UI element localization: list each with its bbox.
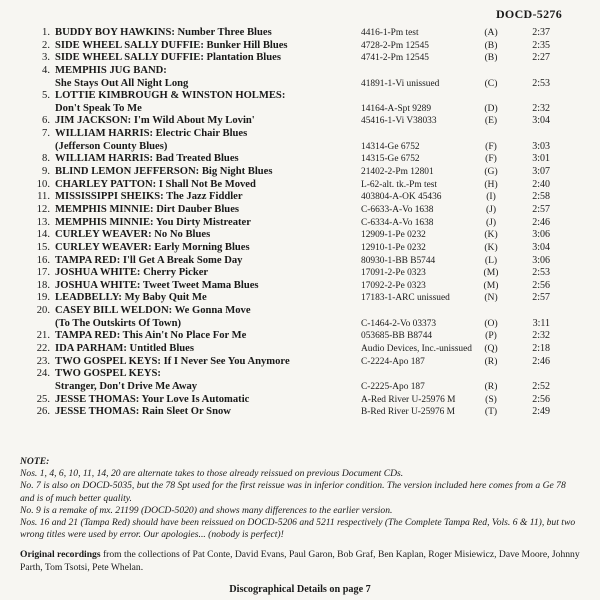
track-duration: 2:32 <box>532 330 550 342</box>
track-duration: 2:37 <box>532 27 550 38</box>
track-session-letter: (K) <box>484 229 498 241</box>
track-row <box>20 343 580 356</box>
track-number: 18. <box>36 279 50 291</box>
track-row <box>20 115 580 128</box>
track-number: 3. <box>42 52 50 64</box>
track-title: MEMPHIS MINNIE: You Dirty Mistreater <box>55 216 251 228</box>
track-duration: 2:46 <box>532 216 550 228</box>
track-number: 15. <box>36 241 50 253</box>
track-duration: 2:35 <box>532 39 550 51</box>
track-duration: 2:49 <box>532 406 550 418</box>
track-row <box>20 52 580 65</box>
track-title: CURLEY WEAVER: Early Morning Blues <box>55 241 250 253</box>
track-matrix: 21402-2-Pm 12801 <box>361 167 434 178</box>
track-duration: 3:04 <box>532 115 550 127</box>
track-matrix: 41891-1-Vi unissued <box>361 78 440 89</box>
track-title: Stranger, Don't Drive Me Away <box>55 380 198 392</box>
track-number: 14. <box>36 229 50 241</box>
track-number: 10. <box>36 178 50 190</box>
track-session-letter: (L) <box>484 254 498 266</box>
footer-note: Discographical Details on page 7 <box>229 584 371 595</box>
track-title: CURLEY WEAVER: No No Blues <box>55 229 211 241</box>
track-row <box>20 356 580 369</box>
track-number: 22. <box>36 343 50 355</box>
track-matrix: A-Red River U-25976 M <box>361 394 456 405</box>
track-title: Don't Speak To Me <box>55 102 142 114</box>
track-matrix: C-6633-A-Vo 1638 <box>361 204 434 215</box>
track-matrix: 14314-Ge 6752 <box>361 141 420 152</box>
track-title: (Jefferson County Blues) <box>55 140 168 152</box>
track-session-letter: (N) <box>484 292 498 304</box>
track-row <box>20 242 580 255</box>
track-duration: 3:04 <box>532 241 550 253</box>
track-row <box>20 368 580 381</box>
track-title: (To The Outskirts Of Town) <box>55 317 181 329</box>
track-matrix: 14315-Ge 6752 <box>361 154 420 165</box>
track-matrix: 45416-1-Vi V38033 <box>361 116 437 127</box>
track-title: CHARLEY PATTON: I Shall Not Be Moved <box>55 178 256 190</box>
track-number: 12. <box>36 203 50 215</box>
track-duration: 2:53 <box>532 77 550 89</box>
track-matrix: 403804-A-OK 45436 <box>361 192 442 203</box>
track-row <box>20 191 580 204</box>
track-matrix: 12910-1-Pe 0232 <box>361 242 426 253</box>
track-duration: 2:56 <box>532 393 550 405</box>
track-number: 19. <box>36 292 50 304</box>
track-session-letter: (C) <box>484 77 498 89</box>
track-number: 25. <box>36 393 50 405</box>
track-duration: 2:40 <box>532 178 550 190</box>
track-title: CASEY BILL WELDON: We Gonna Move <box>55 305 251 317</box>
track-title: TWO GOSPEL KEYS: <box>55 368 161 380</box>
track-session-letter: (M) <box>483 279 499 291</box>
track-row <box>20 394 580 407</box>
track-session-letter: (Q) <box>484 343 498 355</box>
track-duration: 2:57 <box>532 292 550 304</box>
track-matrix: L-62-alt. tk.-Pm test <box>361 179 438 190</box>
track-duration: 2:58 <box>532 191 550 203</box>
track-session-letter: (P) <box>485 330 497 342</box>
track-session-letter: (K) <box>484 241 498 253</box>
track-duration: 3:01 <box>532 153 550 165</box>
track-session-letter: (D) <box>484 102 498 114</box>
track-number: 1. <box>42 27 50 38</box>
track-row <box>20 90 580 103</box>
track-session-letter: (E) <box>484 115 498 127</box>
track-duration: 3:07 <box>532 166 550 178</box>
track-number: 4. <box>42 64 50 76</box>
track-title: LOTTIE KIMBROUGH & WINSTON HOLMES: <box>55 90 286 102</box>
track-number: 20. <box>36 305 50 317</box>
track-matrix: 053685-BB B8744 <box>361 331 433 342</box>
note-line: No. 7 is also on DOCD-5035, but the 78 Spt used for the first reissue was in inferior condition. The version included here comes from a Ge 78 and is of much better quality. <box>20 480 566 504</box>
track-session-letter: (J) <box>485 216 497 228</box>
track-matrix: 4728-2-Pm 12545 <box>361 40 429 51</box>
track-row <box>20 166 580 179</box>
track-row <box>20 406 580 419</box>
track-number: 23. <box>36 355 50 367</box>
track-row <box>20 267 580 280</box>
track-duration: 2:56 <box>532 279 550 291</box>
track-number: 16. <box>36 254 50 266</box>
track-number: 7. <box>42 128 50 140</box>
track-matrix: 17183-1-ARC unissued <box>361 293 450 304</box>
track-number: 26. <box>36 406 50 418</box>
track-duration: 2:32 <box>532 102 550 114</box>
track-number: 5. <box>42 90 50 102</box>
track-title: SIDE WHEEL SALLY DUFFIE: Bunker Hill Blues <box>55 39 288 51</box>
track-title: WILLIAM HARRIS: Electric Chair Blues <box>55 128 248 140</box>
track-number: 11. <box>37 191 50 203</box>
track-row <box>20 204 580 217</box>
catalog-number: DOCD-5276 <box>495 7 562 21</box>
track-title: WILLIAM HARRIS: Bad Treated Blues <box>55 153 239 165</box>
track-matrix: 4416-1-Pm test <box>361 28 419 38</box>
track-session-letter: (O) <box>484 317 498 329</box>
track-duration: 2:46 <box>532 355 550 367</box>
track-session-letter: (I) <box>486 191 496 203</box>
credits-label: Original recordings <box>20 549 101 560</box>
track-duration: 3:06 <box>532 254 550 266</box>
track-row <box>20 217 580 230</box>
track-title: LEADBELLY: My Baby Quit Me <box>55 292 207 304</box>
track-title: MISSISSIPPI SHEIKS: The Jazz Fiddler <box>55 191 243 203</box>
track-title: JIM JACKSON: I'm Wild About My Lovin' <box>55 115 255 127</box>
track-duration: 2:27 <box>532 52 550 64</box>
track-row <box>20 65 580 78</box>
track-session-letter: (A) <box>484 27 498 38</box>
track-session-letter: (H) <box>484 178 498 190</box>
track-row <box>20 103 580 116</box>
track-duration: 2:18 <box>532 343 550 355</box>
track-matrix: C-1464-2-Vo 03373 <box>361 318 437 329</box>
track-row <box>20 40 580 53</box>
track-matrix: C-6334-A-Vo 1638 <box>361 217 434 228</box>
track-number: 17. <box>36 267 50 279</box>
track-row <box>20 141 580 154</box>
track-title: JESSE THOMAS: Rain Sleet Or Snow <box>55 406 231 418</box>
track-row <box>20 381 580 394</box>
track-matrix: 17091-2-Pe 0323 <box>361 268 426 279</box>
track-session-letter: (B) <box>484 39 498 51</box>
track-number: 8. <box>42 153 50 165</box>
track-row <box>20 179 580 192</box>
track-session-letter: (T) <box>484 406 498 418</box>
track-row <box>20 330 580 343</box>
track-title: JESSE THOMAS: Your Love Is Automatic <box>55 393 250 405</box>
track-list <box>20 27 580 419</box>
track-session-letter: (F) <box>485 140 497 152</box>
track-title: JOSHUA WHITE: Tweet Tweet Mama Blues <box>55 279 259 291</box>
track-session-letter: (J) <box>485 203 497 215</box>
track-row <box>20 255 580 268</box>
track-row <box>20 280 580 293</box>
track-duration: 2:57 <box>532 203 550 215</box>
track-row <box>20 27 580 40</box>
note-line: Nos. 16 and 21 (Tampa Red) should have been reissued on DOCD-5206 and 5211 respectively (The Complete Tampa Red, Vols. 6 & 11), but two wrong titles were used by error. Our apologies... (nobody is perfect)! <box>20 517 576 541</box>
track-matrix: C-2225-Apo 187 <box>361 381 425 392</box>
track-title: MEMPHIS JUG BAND: <box>55 64 167 76</box>
notes-section <box>20 456 580 541</box>
track-title: TWO GOSPEL KEYS: If I Never See You Anymore <box>55 355 290 367</box>
track-title: BLIND LEMON JEFFERSON: Big Night Blues <box>55 166 273 178</box>
track-row <box>20 229 580 242</box>
track-session-letter: (G) <box>484 166 498 178</box>
track-matrix: Audio Devices, Inc.-unissued <box>361 344 472 355</box>
track-duration: 3:03 <box>532 140 550 152</box>
track-matrix: 14164-A-Spt 9289 <box>361 103 432 114</box>
track-row <box>20 153 580 166</box>
track-title: MEMPHIS MINNIE: Dirt Dauber Blues <box>55 203 240 215</box>
track-row <box>20 305 580 318</box>
track-matrix: 12909-1-Pe 0232 <box>361 230 426 241</box>
track-title: IDA PARHAM: Untitled Blues <box>55 343 194 355</box>
track-number: 9. <box>42 166 50 178</box>
note-line: No. 9 is a remake of mx. 21199 (DOCD-5020) and shows many differences to the earlier version. <box>20 504 393 516</box>
track-title: TAMPA RED: This Ain't No Place For Me <box>55 330 247 342</box>
track-duration: 3:11 <box>532 317 550 329</box>
track-number: 6. <box>42 115 50 127</box>
track-session-letter: (F) <box>485 153 497 165</box>
track-duration: 2:52 <box>532 380 550 392</box>
track-title: SIDE WHEEL SALLY DUFFIE: Plantation Blues <box>55 52 281 64</box>
track-matrix: C-2224-Apo 187 <box>361 356 425 367</box>
track-row <box>20 318 580 331</box>
track-matrix: B-Red River U-25976 M <box>361 407 456 418</box>
track-title: She Stays Out All Night Long <box>55 77 189 89</box>
track-matrix: 4741-2-Pm 12545 <box>361 53 429 64</box>
track-row <box>20 78 580 91</box>
track-number: 2. <box>42 39 50 51</box>
track-matrix: 17092-2-Pe 0323 <box>361 280 426 291</box>
track-row <box>20 128 580 141</box>
track-number: 13. <box>36 216 50 228</box>
track-matrix: 80930-1-BB B5744 <box>361 255 436 266</box>
notes-heading: NOTE: <box>20 456 50 467</box>
note-line: Nos. 1, 4, 6, 10, 11, 14, 20 are alternate takes to those already reissued on previous Document CDs. <box>20 468 404 480</box>
track-session-letter: (R) <box>484 355 498 367</box>
track-session-letter: (R) <box>484 380 498 392</box>
track-duration: 3:06 <box>532 229 550 241</box>
track-number: 21. <box>36 330 50 342</box>
track-title: JOSHUA WHITE: Cherry Picker <box>55 267 209 279</box>
track-title: TAMPA RED: I'll Get A Break Some Day <box>55 254 243 266</box>
track-session-letter: (M) <box>483 267 499 279</box>
track-row <box>20 292 580 305</box>
track-number: 24. <box>36 368 50 380</box>
track-session-letter: (S) <box>485 393 497 405</box>
credits-text: from the collections of Pat Conte, David Evans, Paul Garon, Bob Graf, Ben Kaplan, Roger Misiewicz, Dave Moore, Johnny Parth, Tom Tsotsi, Pete Whelan. <box>20 549 580 573</box>
track-session-letter: (B) <box>484 52 498 64</box>
credits <box>20 549 580 574</box>
track-title: BUDDY BOY HAWKINS: Number Three Blues <box>55 27 272 38</box>
track-duration: 2:53 <box>532 267 550 279</box>
